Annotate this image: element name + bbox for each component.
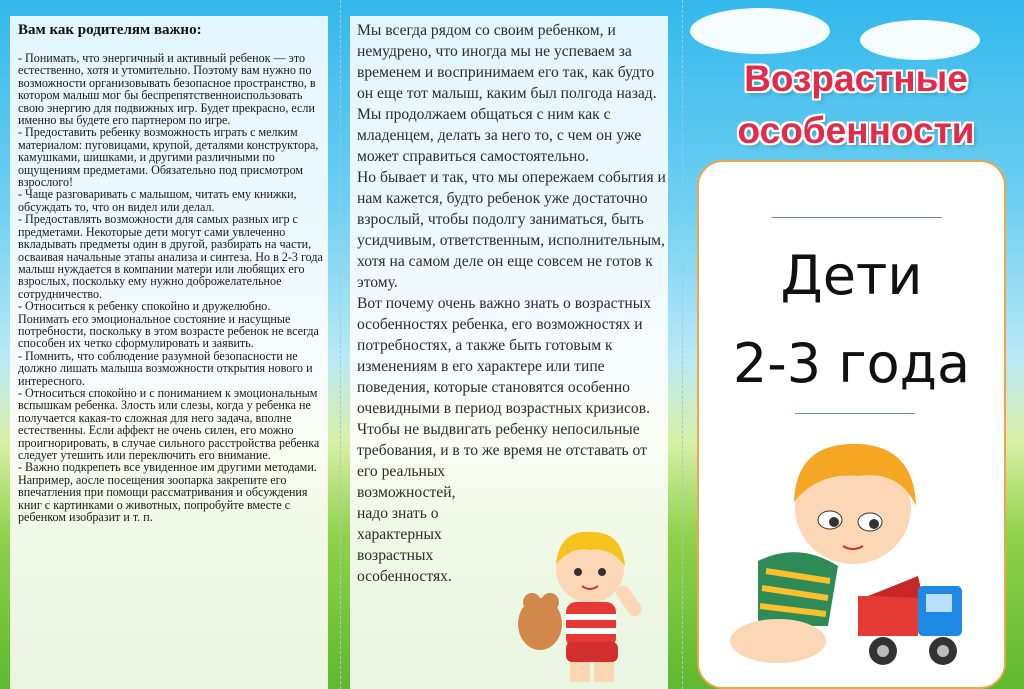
middle-paragraph: Но бывает и так, что мы опережаем события и нам кажется, будто ребенок уже достаточно взрослый, чтобы подолгу заниматься, быть усидчивым, ответственным, исполнительным, хотя на самом деле он еще совсем не готов к этому. xyxy=(357,169,666,291)
left-panel-text xyxy=(18,52,324,523)
left-paragraph: - Важно подкрепеть все увиденное им другими методами. Например, аосле посещения зоопарка закрепите его впечатления при помощи рассматривания и обсуждения книг с картинками о животных, попробуйте вместе с ребенком изобразит и т. п. xyxy=(18,460,317,525)
cover-big-line2: 2-3 года xyxy=(732,332,971,395)
cloud xyxy=(690,8,830,54)
fold-line xyxy=(340,0,341,689)
left-paragraph: - Помнить, что соблюдение разумной безопасности не должно лишать малыша возможности открытия нового и интересного. xyxy=(18,348,313,388)
left-panel-heading: Вам как родителям важно: xyxy=(18,22,202,38)
middle-tail-line: возможностей, xyxy=(357,484,456,501)
left-paragraph: - Относиться спокойно и с пониманием к эмоциональным вспышкам ребенка. Злость или слезы, когда у ребенка не получается какая-то сложная для него задача, вполне естественны. Если аффект не очень силен, его можно проигнорировать, в случае сильного расстройства ребенка следует утешить или переключить его внимание. xyxy=(18,385,320,462)
left-paragraph: - Предоставить ребенку возможность играть с мелким материалом: пуговицами, крупой, деталями конструктора, камушками, шишками, и другими различными по ощущениям предметами. Обязательно под присмотром взрослого! xyxy=(18,125,319,190)
middle-paragraph: Вот почему очень важно знать о возрастных особенностях ребенка, его возможностях и потребностях, а также быть готовым к изменениям в его характере или типе поведения, которые становятся особенно очевидными в период возрастных кризисов. Чтобы не выдвигать ребенку непосильные требования, и в то же время не отставать от его реальных xyxy=(357,295,652,480)
boy-with-truck-illustration xyxy=(718,436,988,681)
cover-rule-bottom xyxy=(795,413,915,414)
middle-panel xyxy=(350,16,668,689)
left-paragraph: - Чаще разговаривать с малышом, читать ему книжки, обсуждать то, что он видел или делал. xyxy=(18,187,297,214)
middle-tail-line: особенностях. xyxy=(357,568,452,585)
cover-rule-top xyxy=(772,217,942,218)
middle-panel-text xyxy=(357,20,667,587)
cover-big-line1: Дети xyxy=(780,244,923,307)
left-paragraph: - Предоставлять возможности для самых разных игр с предметами. Некоторые дети могут сами увлеченно вкладывать предметы один в другой, разбирать на части, осваивая начальные этапы анализа и синтеза. Но в 2-3 года малыш нуждается в компании матери или любящих его взрослых, поскольку ему нужно доброжелательное сотрудничество. xyxy=(18,212,323,301)
middle-paragraph: Мы всегда рядом со своим ребенком, и немудрено, что иногда мы не успеваем за временем и воспринимаем его так, как будто он еще тот малыш, каким был полгода назад. Мы продолжаем общаться с ним как с младенцем, делать за него то, с чем он уже может справиться самостоятельно. xyxy=(357,22,657,165)
cover-title-line2: особенности xyxy=(737,110,975,151)
boy-with-teddy-illustration xyxy=(510,524,660,689)
left-panel xyxy=(10,16,328,689)
middle-tail-line: надо знать о xyxy=(357,505,439,522)
middle-tail-line: возрастных xyxy=(357,547,434,564)
left-paragraph: - Понимать, что энергичный и активный ребенок — это естественно, хотя и утомительно. Поэтому вам нужно по возможности организовывать безопасное пространство, в котором малыш мог бы беспрепятственноиспользовать свою энергию для подвижных игр. Будет прекрасно, если именно вы будете его партнером по игре. xyxy=(18,51,316,128)
cloud xyxy=(860,20,980,60)
left-paragraph: - Относиться к ребенку спокойно и дружелюбно. Понимать его эмоциональное состояние и насущные потребности, поскольку в этом возрасте ребенок не всегда способен их четко сформулировать и заявить. xyxy=(18,299,319,351)
middle-tail-line: характерных xyxy=(357,526,442,543)
cover-title-line1: Возрастные xyxy=(744,58,968,99)
fold-line xyxy=(682,0,683,689)
